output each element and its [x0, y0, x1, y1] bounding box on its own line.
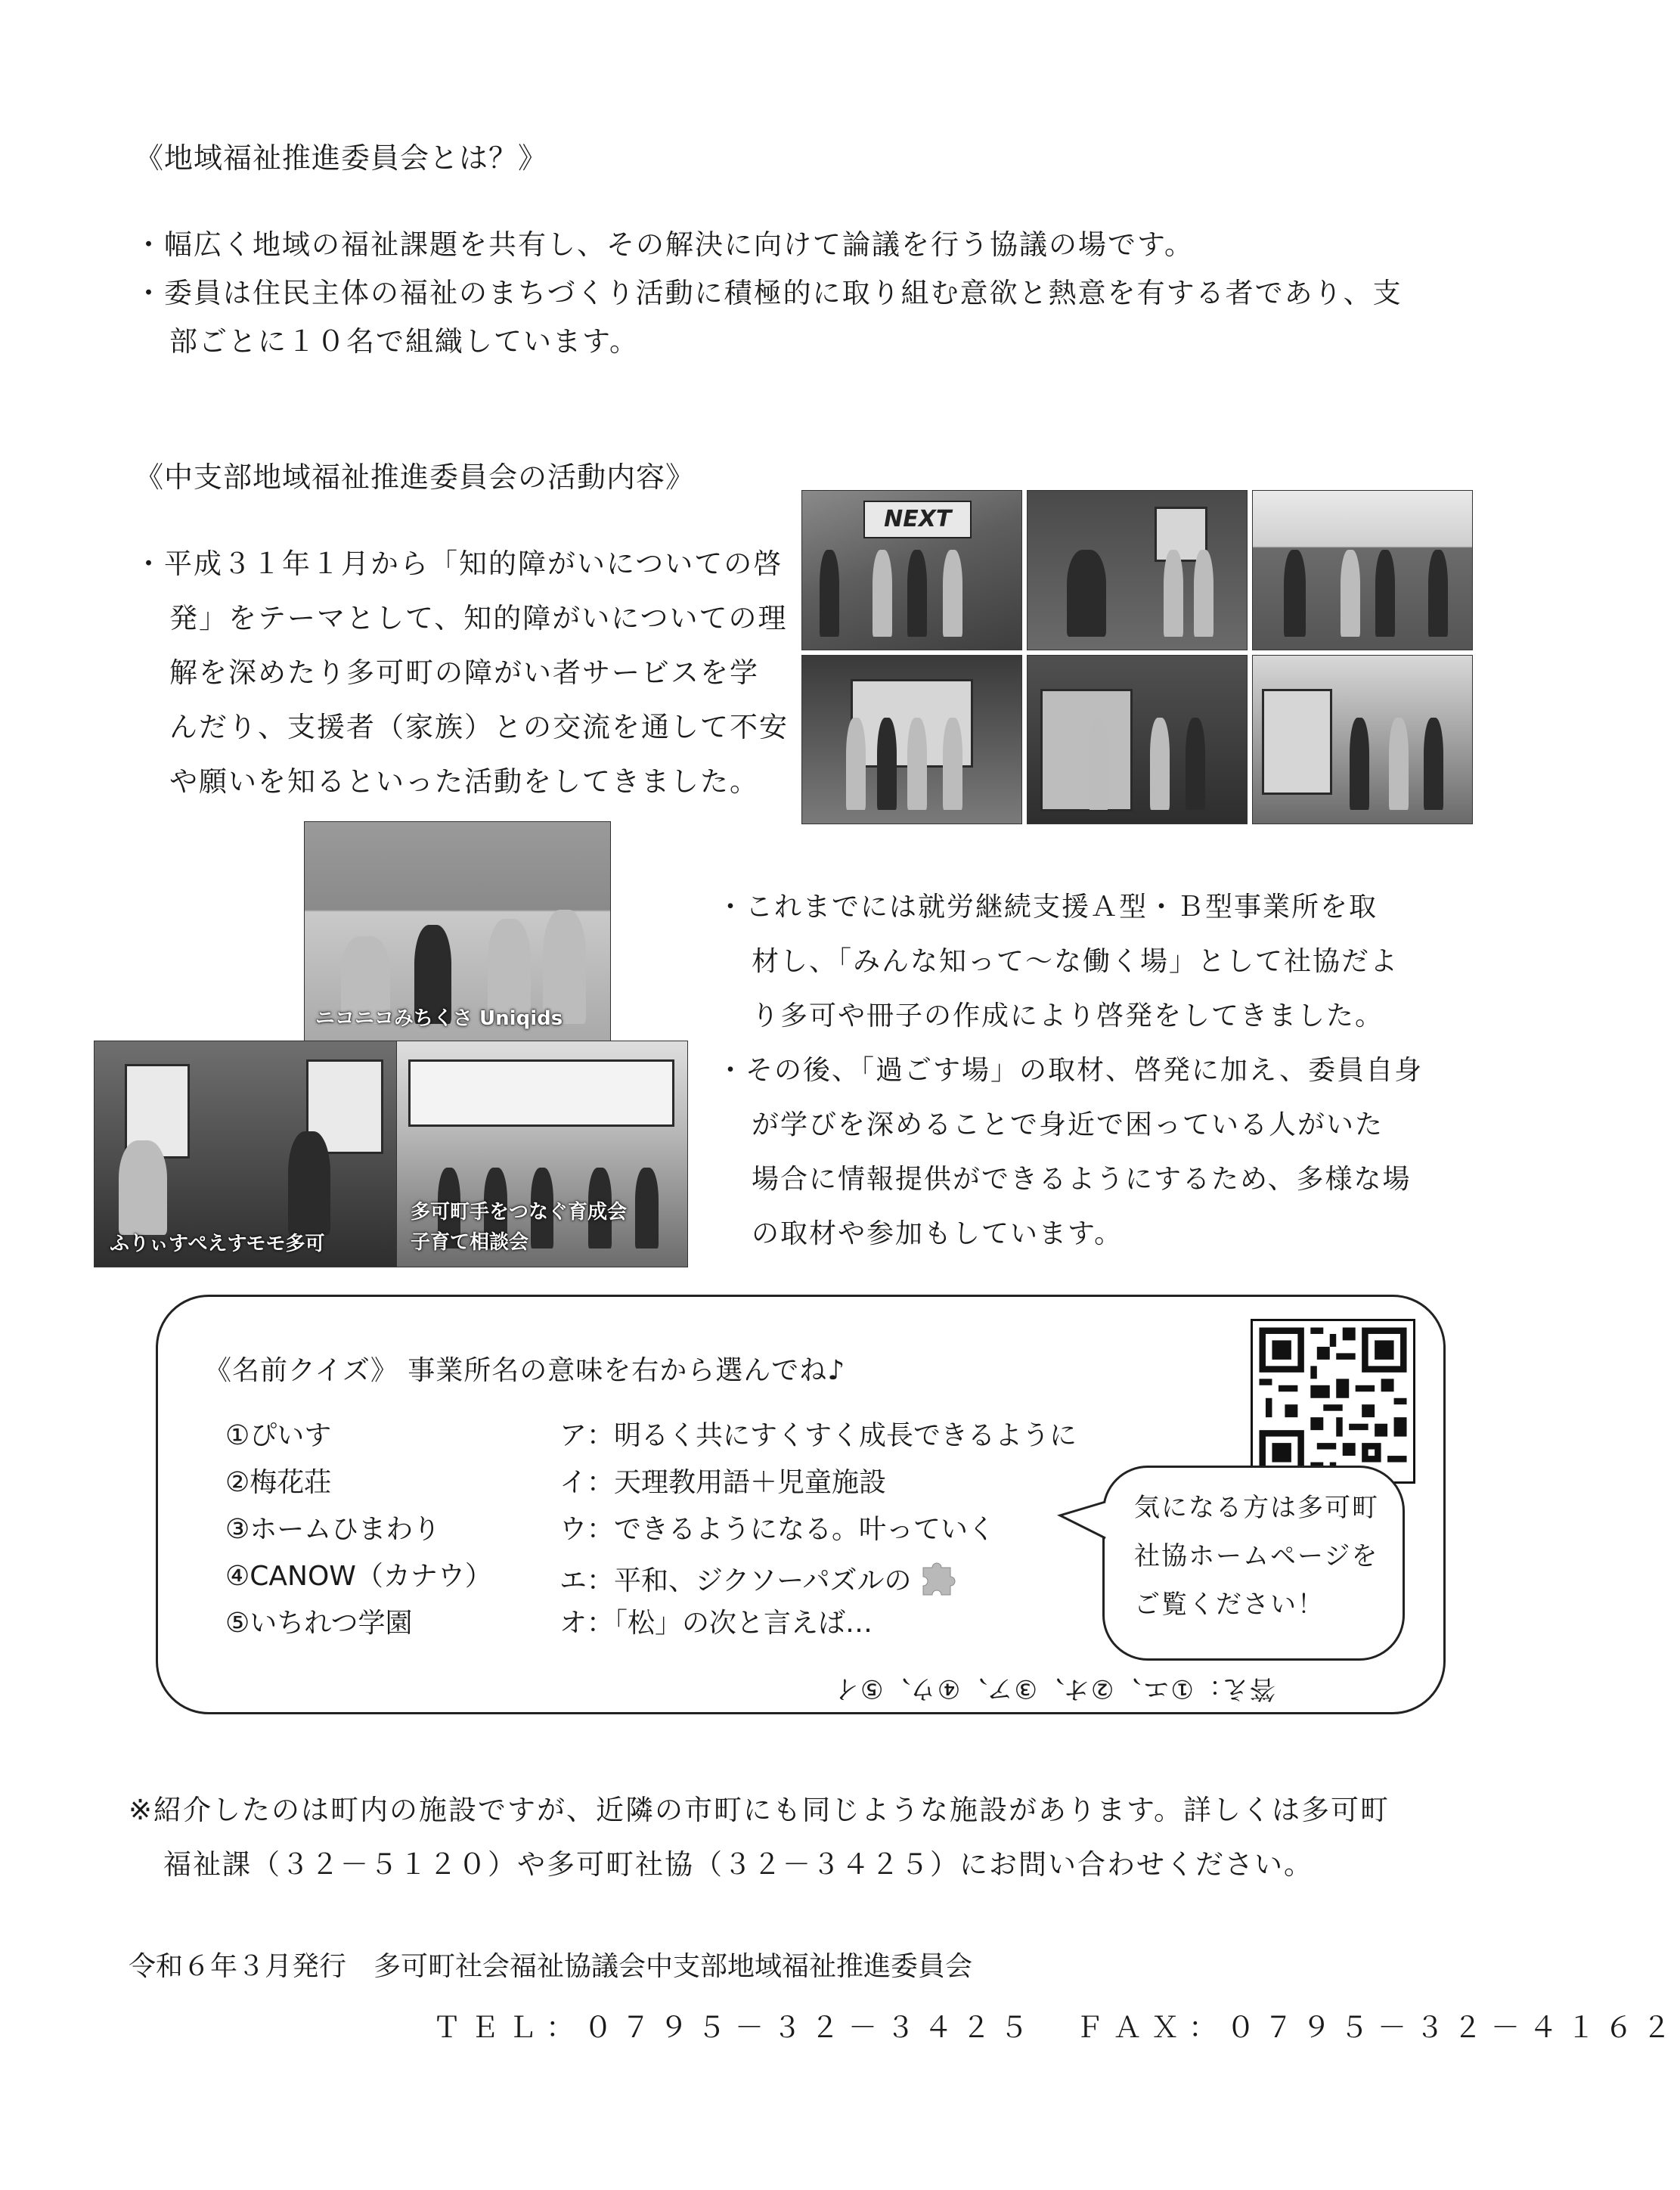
bubble-line-1: 気になる方は多可町	[1134, 1493, 1379, 1523]
photo-niconico-michikusa	[304, 821, 611, 1042]
about-line-1: ・幅広く地域の福祉課題を共有し、その解決に向けて論議を行う協議の場です。	[135, 228, 1195, 261]
activities-line-2: 発」をテーマとして、知的障がいについての理	[169, 602, 788, 634]
quiz-name-4: ④CANOW（カナウ）	[225, 1561, 492, 1592]
next-sign: NEXT	[863, 501, 972, 538]
quiz-meaning-i: イ：天理教用語＋児童施設	[559, 1467, 887, 1498]
caption-niconico: ニコニコみちくさ Uniqids	[315, 1007, 563, 1030]
photo-facility-entrance-4	[1252, 655, 1473, 824]
photo-facility-entrance-2	[801, 655, 1022, 824]
activities-line-3: 解を深めたり多可町の障がい者サービスを学	[169, 656, 759, 689]
quiz-meaning-a: ア：明るく共にすくすく成長できるように	[559, 1420, 1077, 1451]
bubble-line-2: 社協ホームページを	[1134, 1541, 1379, 1571]
qr-code-icon	[1253, 1321, 1413, 1481]
contact-line: ＴＥＬ：０７９５－３２－３４２５ ＦＡＸ：０７９５－３２－４１６２	[432, 2011, 1680, 2044]
section-heading-about: 《地域福祉推進委員会とは？》	[135, 141, 548, 175]
efforts-line-2: 材し、「みんな知って～な働く場」として社協だよ	[752, 946, 1399, 977]
note-paragraph	[129, 1783, 1444, 1892]
puzzle-piece-icon	[917, 1557, 959, 1599]
activities-paragraph	[135, 537, 800, 809]
activities-line-4: んだり、支援者（家族）との交流を通して不安	[169, 711, 789, 743]
quiz-meaning-u: ウ：できるようになる。叶っていく	[559, 1514, 996, 1545]
efforts-line-4: ・その後、「過ごす場」の取材、啓発に加え、委員自身	[717, 1055, 1424, 1086]
issuer-line: 令和６年３月発行 多可町社会福祉協議会中支部地域福祉推進委員会	[129, 1951, 973, 1982]
quiz-answer: 答え：①エ、②オ、③ア、④ウ、⑤イ	[832, 1674, 1275, 1704]
note-line-1: ※紹介したのは町内の施設ですが、近隣の市町にも同じような施設があります。詳しくは多可町	[129, 1794, 1390, 1826]
about-line-3: 部ごとに１０名で組織しています。	[169, 325, 640, 358]
caption-parents-1: 多可町手をつなぐ育成会	[411, 1201, 628, 1224]
photo-outdoor-field	[1252, 490, 1473, 650]
caption-parents-2: 子育て相談会	[411, 1231, 529, 1254]
efforts-line-1: ・これまでには就労継続支援Ａ型・Ｂ型事業所を取	[717, 892, 1378, 923]
qr-code[interactable]	[1251, 1319, 1415, 1484]
quiz-meanings	[559, 1414, 1077, 1649]
quiz-names	[225, 1414, 492, 1649]
quiz-title: 《名前クイズ》 事業所名の意味を右から選んでね♪	[204, 1355, 846, 1386]
quiz-name-3: ③ホームひまわり	[225, 1514, 441, 1545]
section-heading-activities: 《中支部地域福祉推進委員会の活動内容》	[135, 461, 696, 494]
note-line-2: 福祉課（３２－５１２０）や多可町社協（３２－３４２５）にお問い合わせください。	[163, 1848, 1313, 1881]
quiz-meaning-e-text: エ：平和、ジクソーパズルの	[559, 1565, 912, 1596]
efforts-line-6: 場合に情報提供ができるようにするため、多様な場	[752, 1164, 1412, 1195]
photo-facility-entrance-3	[1027, 655, 1248, 824]
bubble-text	[1134, 1484, 1379, 1629]
efforts-paragraph	[717, 880, 1443, 1261]
photo-free-space-momo	[94, 1041, 398, 1267]
quiz-name-5: ⑤いちれつ学園	[225, 1608, 413, 1639]
about-paragraph	[135, 221, 1435, 366]
efforts-line-7: の取材や参加もしています。	[752, 1218, 1124, 1249]
quiz-meaning-o: オ：「松」の次と言えば…	[559, 1608, 873, 1639]
quiz-name-1: ①ぴいす	[225, 1420, 332, 1451]
efforts-line-3: り多可や冊子の作成により啓発をしてきました。	[752, 1000, 1384, 1031]
quiz-meaning-e	[559, 1555, 1077, 1602]
quiz-name-2: ②梅花荘	[225, 1467, 332, 1498]
photo-facility-entrance-1	[1027, 490, 1248, 650]
activities-line-1: ・平成３１年１月から「知的障がいについての啓	[135, 548, 783, 580]
photo-next-visit	[801, 490, 1022, 650]
bubble-line-3: ご覧ください！	[1134, 1590, 1325, 1620]
about-line-2: ・委員は住民主体の福祉のまちづくり活動に積極的に取り組む意欲と熱意を有する者であり、支	[135, 277, 1403, 309]
caption-free-space: ふりぃすぺえすモモ多可	[110, 1233, 325, 1255]
efforts-line-5: が学びを深めることで身近で困っている人がいた	[752, 1109, 1384, 1140]
photo-parents-meeting	[396, 1041, 688, 1267]
speech-bubble-tail	[1059, 1497, 1111, 1543]
activities-line-5: や願いを知るといった活動をしてきました。	[169, 765, 759, 798]
